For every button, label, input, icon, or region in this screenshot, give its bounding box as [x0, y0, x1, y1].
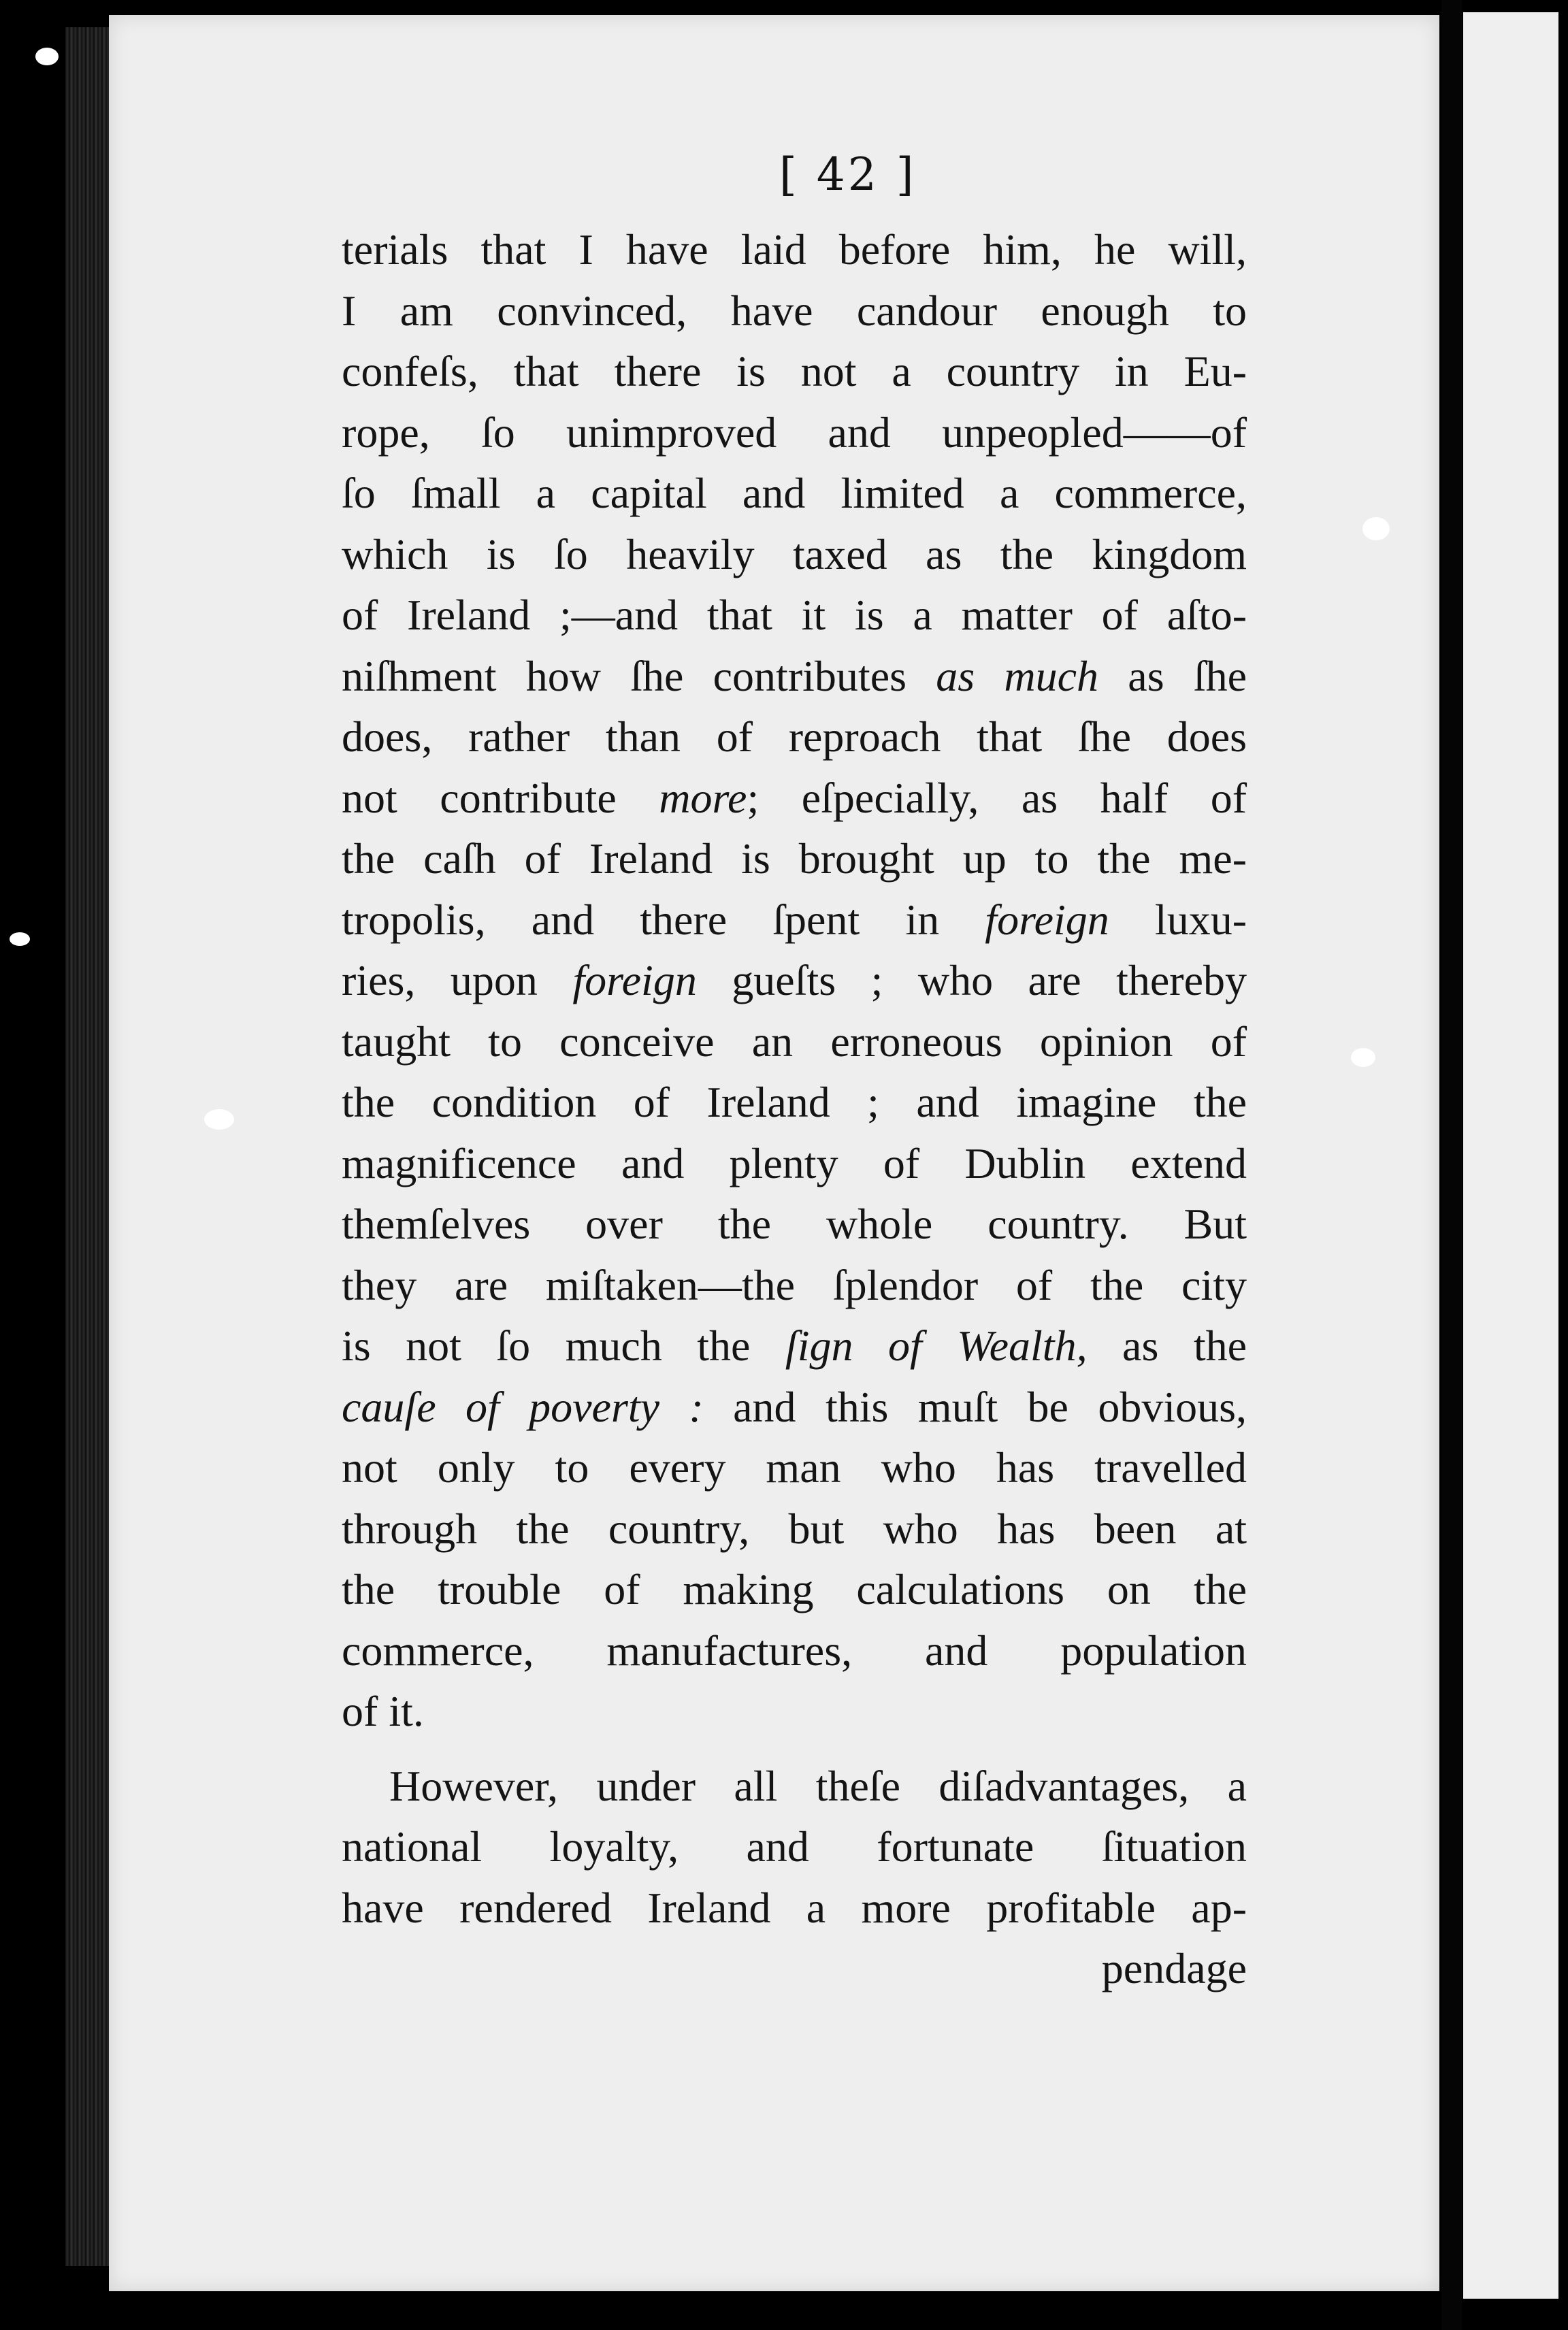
text-run: as ſhe	[1098, 651, 1247, 700]
italic-text: as much	[936, 651, 1099, 700]
text-run: as the	[1087, 1322, 1247, 1370]
text-line	[342, 646, 1247, 707]
text-line: taught to conceive an erroneous opinion of	[342, 1017, 1247, 1066]
text-line: which is ſo heavily taxed as the kingdom	[342, 529, 1247, 578]
scan-speck	[10, 932, 30, 946]
text-line: through the country, but who has been at	[342, 1504, 1247, 1553]
body-text	[342, 219, 1247, 1999]
catchword: pendage	[1101, 1944, 1247, 1992]
text-line	[342, 1315, 1247, 1377]
text-line: magnificence and plenty of Dublin extend	[342, 1138, 1247, 1187]
text-line: they are miſtaken—the ſplendor of the city	[342, 1260, 1247, 1309]
scan-speck	[1351, 1048, 1375, 1067]
text-run: niſhment how ſhe contributes	[342, 651, 936, 700]
text-line: However, under all theſe diſadvantages, a	[389, 1761, 1247, 1810]
text-line: I am convinced, have candour enough to	[342, 286, 1247, 335]
text-line: of it.	[342, 1687, 424, 1735]
stacked-page-edges	[65, 27, 112, 2266]
text-run: tropolis, and there ſpent in	[342, 895, 985, 944]
text-run: gueſts ; who are thereby	[696, 956, 1247, 1004]
italic-text: foreign	[572, 956, 697, 1004]
text-line: themſelves over the whole country. But	[342, 1200, 1247, 1248]
page-number: [ 42 ]	[779, 148, 917, 201]
text-run: not contribute	[342, 773, 659, 822]
text-line	[342, 1377, 1247, 1438]
text-line: does, rather than of reproach that ſhe does	[342, 712, 1247, 761]
binding-gutter	[1441, 0, 1462, 2330]
text-line: national loyalty, and fortunate ſituation	[342, 1822, 1247, 1871]
text-run: ; eſpecially, as half of	[747, 773, 1247, 822]
text-run: and this muſt be obvious,	[703, 1382, 1247, 1431]
text-line: rope, ſo unimproved and unpeopled——of	[342, 408, 1247, 457]
text-line: the caſh of Ireland is brought up to the me-	[342, 834, 1247, 883]
paragraph-gap	[342, 1742, 1247, 1756]
text-line: the trouble of making calculations on the	[342, 1565, 1247, 1613]
text-line: confeſs, that there is not a country in Eu-	[342, 347, 1247, 395]
italic-text: foreign	[985, 895, 1109, 944]
text-line: commerce, manufactures, and population	[342, 1626, 1247, 1675]
text-line: of Ireland ;—and that it is a matter of aſto-	[342, 591, 1247, 639]
text-line	[342, 889, 1247, 951]
text-line: terials that I have laid before him, he will,	[342, 225, 1247, 274]
scan-speck	[35, 48, 59, 65]
text-run: ries, upon	[342, 956, 573, 1004]
italic-text: ſign of Wealth,	[785, 1322, 1088, 1370]
text-line	[342, 950, 1247, 1011]
scan-speck	[1362, 517, 1390, 540]
text-line: have rendered Ireland a more profitable ap-	[342, 1883, 1247, 1932]
italic-text: cauſe of poverty :	[342, 1382, 704, 1431]
text-run: is not ſo much the	[342, 1322, 785, 1370]
paragraph-1	[342, 219, 1247, 1742]
text-line	[342, 768, 1247, 829]
scan-speck	[204, 1109, 234, 1130]
facing-page-edge	[1463, 12, 1558, 2299]
text-run: luxu-	[1109, 895, 1247, 944]
text-line: the condition of Ireland ; and imagine the	[342, 1078, 1247, 1126]
paragraph-2	[342, 1756, 1247, 1939]
text-line: not only to every man who has travelled	[342, 1443, 1247, 1492]
italic-text: more	[659, 773, 747, 822]
text-line: ſo ſmall a capital and limited a commerce,	[342, 469, 1247, 517]
